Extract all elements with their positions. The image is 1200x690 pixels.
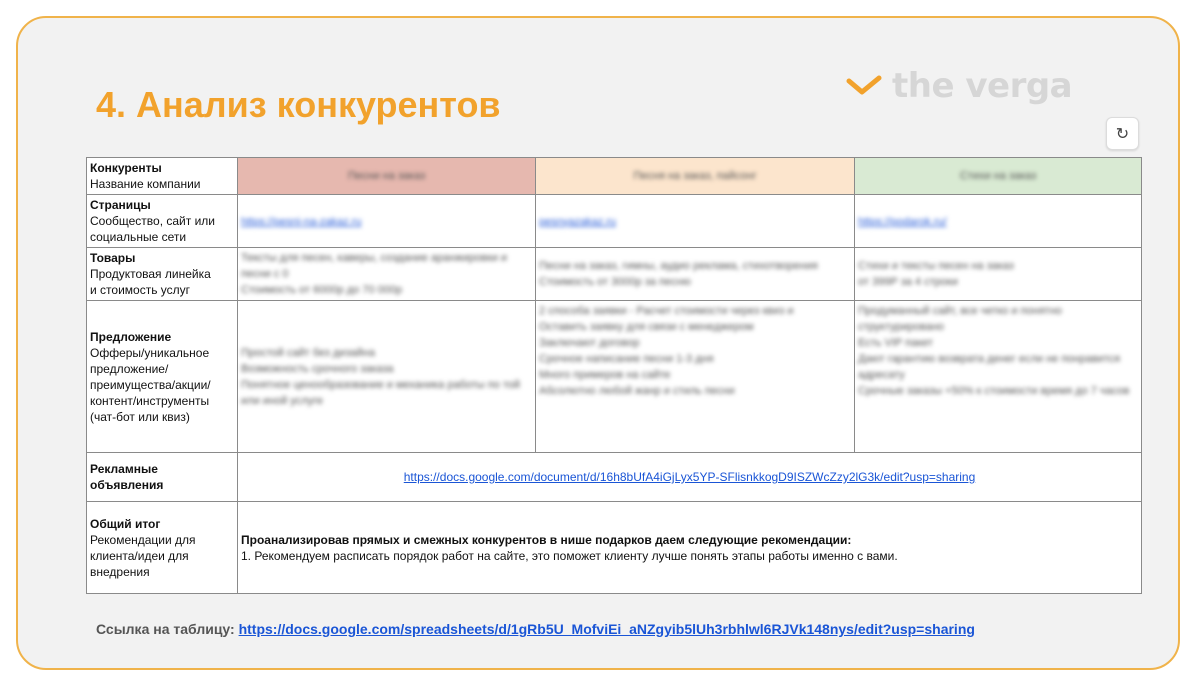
table-row-summary bbox=[87, 502, 1142, 594]
summary-cell bbox=[238, 502, 1142, 594]
competitor-analysis-table bbox=[86, 157, 1142, 594]
brand-logo bbox=[846, 66, 1072, 106]
competitor-products-3: Стихи и тексты песен на заказ от 399Р за 4 строки bbox=[855, 248, 1142, 301]
competitor-name-2: Песня на заказ, пайсонг bbox=[536, 158, 855, 195]
row-label-products: Товары Продуктовая линейка и стоимость услуг bbox=[87, 248, 238, 301]
table-row-competitors bbox=[87, 158, 1142, 195]
footer-table-link bbox=[96, 621, 975, 637]
refresh-button[interactable] bbox=[1106, 117, 1139, 150]
competitor-name-1: Песни на заказ bbox=[238, 158, 536, 195]
chevron-check-logo-icon bbox=[846, 75, 882, 97]
row-label-competitors: Конкуренты Название компании bbox=[87, 158, 238, 195]
logo-text: the verga bbox=[892, 66, 1073, 106]
competitor-products-1: Тексты для песен, каверы, создание аранжировки и песни с 0 Стоимость от 6000р до 70 000р bbox=[238, 248, 536, 301]
summary-recommendation: 1. Рекомендуем расписать порядок работ на сайте, это поможет клиенту лучше понять этапы работы именно с вами. bbox=[241, 548, 898, 563]
table-row-pages bbox=[87, 195, 1142, 248]
competitor-offers-1: Простой сайт без дизайна Возможность срочного заказа Понятное ценообразование и механика работы по той или иной услуге bbox=[238, 301, 536, 453]
row-label-summary: Общий итог Рекомендации для клиента/идеи для внедрения bbox=[87, 502, 238, 594]
table-row-ads bbox=[87, 453, 1142, 502]
refresh-icon: ↻ bbox=[1115, 124, 1130, 143]
footer-label: Ссылка на таблицу: bbox=[96, 621, 235, 637]
table-row-products bbox=[87, 248, 1142, 301]
row-label-offers: Предложение Офферы/уникальное предложение/преимущества/акции/контент/инструменты (чат-бот или квиз) bbox=[87, 301, 238, 453]
ads-cell bbox=[238, 453, 1142, 502]
summary-heading: Проанализировав прямых и смежных конкурентов в нише подарков даем следующие рекомендации: bbox=[241, 532, 852, 547]
competitor-page-3[interactable]: https://podarok.ru/ bbox=[855, 195, 1142, 248]
competitor-page-2[interactable]: pesnyazakaz.ru bbox=[536, 195, 855, 248]
competitor-offers-2: 2 способа заявки - Расчет стоимости через квиз и Оставить заявку для связи с менеджером Заключают договор Срочное написание песни 1-3 дня Много примеров на сайте Абсолютно любой жанр и стиль песни bbox=[536, 301, 855, 453]
competitor-products-2: Песни на заказ, гимны, аудио реклама, стихотворения Стоимость от 3000р за песню bbox=[536, 248, 855, 301]
table-row-offers bbox=[87, 301, 1142, 453]
spreadsheet-link[interactable]: https://docs.google.com/spreadsheets/d/1gRb5U_MofviEi_aNZgyib5lUh3rbhlwl6RJVk148nys/edit?usp=sharing bbox=[238, 621, 975, 637]
ads-document-link[interactable]: https://docs.google.com/document/d/16h8bUfA4iGjLyx5YP-SFlisnkkogD9ISZWcZzy2lG3k/edit?usp=sharing bbox=[403, 470, 976, 484]
row-label-ads: Рекламные объявления bbox=[87, 453, 238, 502]
row-label-pages: Страницы Сообщество, сайт или социальные сети bbox=[87, 195, 238, 248]
page-title: 4. Анализ конкурентов bbox=[96, 84, 501, 125]
competitor-offers-3: Продуманный сайт, все четко и понятно структурировано Есть VIP пакет Дают гарантию возврата денег если не понравится адресату Срочные заказы +50% к стоимости время до 7 часов bbox=[855, 301, 1142, 453]
competitor-page-1[interactable]: https://pesni-na-zakaz.ru bbox=[238, 195, 536, 248]
competitor-name-3: Стихи на заказ bbox=[855, 158, 1142, 195]
